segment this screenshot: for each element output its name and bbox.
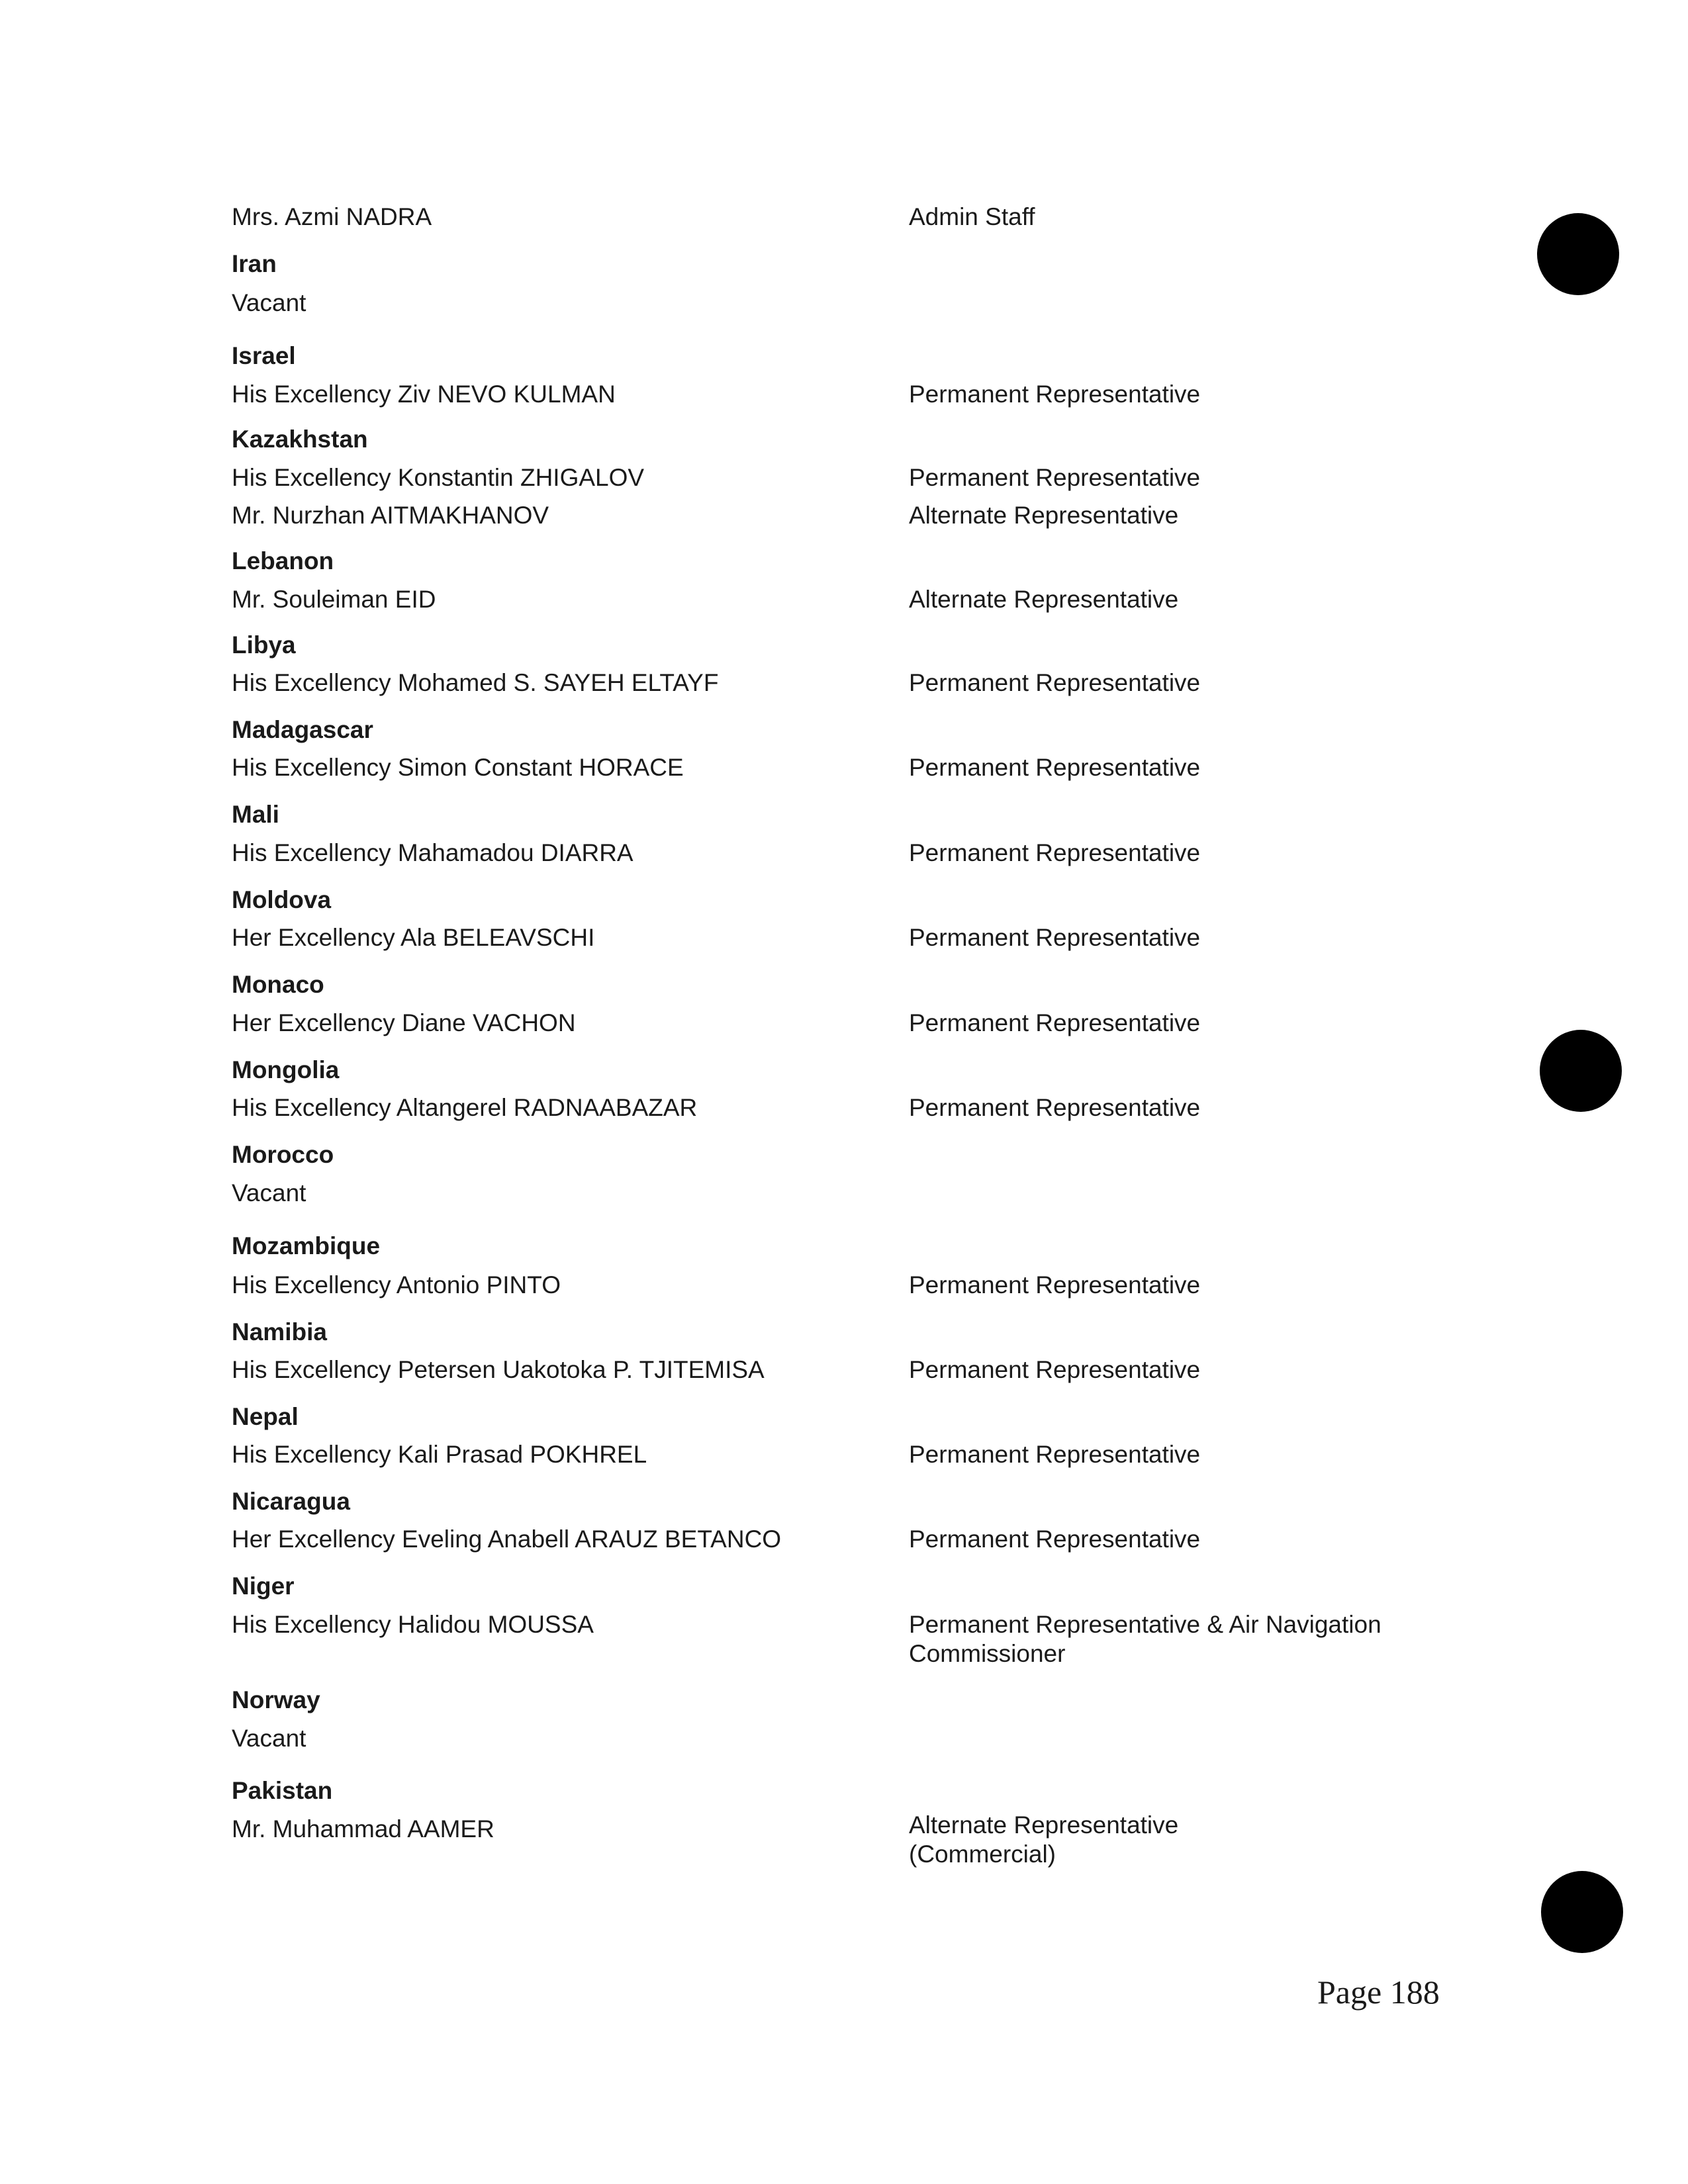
list-item <box>0 1809 1688 1868</box>
person-name: Mr. Souleiman EID <box>232 586 436 613</box>
person-role: Permanent Representative <box>909 924 1201 951</box>
country-heading: Mozambique <box>232 1232 381 1259</box>
list-item <box>0 1135 1688 1175</box>
list-item <box>0 625 1688 665</box>
list-item <box>0 420 1688 459</box>
list-item <box>0 1680 1688 1720</box>
list-item <box>0 1520 1688 1559</box>
list-item <box>0 1482 1688 1522</box>
person-name: Mrs. Azmi NADRA <box>232 203 432 230</box>
person-name: Mr. Nurzhan AITMAKHANOV <box>232 502 549 529</box>
list-item <box>0 1397 1688 1437</box>
person-role: Admin Staff <box>909 203 1035 230</box>
list-item <box>0 244 1688 284</box>
list-item <box>0 833 1688 873</box>
person-name: Mr. Muhammad AAMER <box>232 1815 494 1843</box>
person-role: Alternate Representative <box>909 502 1179 529</box>
country-heading: Mali <box>232 801 279 828</box>
person-name: His Excellency Ziv NEVO KULMAN <box>232 381 616 408</box>
person-name: His Excellency Mahamadou DIARRA <box>232 839 633 866</box>
person-role: Permanent Representative <box>909 1441 1201 1468</box>
country-heading: Nicaragua <box>232 1488 350 1515</box>
list-item <box>0 918 1688 958</box>
country-heading: Mongolia <box>232 1056 340 1083</box>
person-role: Permanent Representative <box>909 381 1201 408</box>
country-heading: Moldova <box>232 886 332 913</box>
list-item <box>0 663 1688 703</box>
list-item <box>0 710 1688 750</box>
list-item <box>0 1719 1688 1758</box>
list-item <box>0 1226 1688 1266</box>
list-item <box>0 197 1688 237</box>
list-item <box>0 1265 1688 1305</box>
list-item <box>0 1003 1688 1043</box>
person-role: Permanent Representative <box>909 464 1201 491</box>
punch-hole <box>1537 213 1619 295</box>
list-item <box>0 458 1688 498</box>
country-heading: Madagascar <box>232 716 373 743</box>
list-item <box>0 580 1688 619</box>
country-heading: Morocco <box>232 1141 334 1168</box>
person-name: His Excellency Altangerel RADNAABAZAR <box>232 1094 698 1121</box>
person-role: Permanent Representative <box>909 1094 1201 1121</box>
country-heading: Namibia <box>232 1318 327 1345</box>
list-item <box>0 795 1688 835</box>
person-name: His Excellency Petersen Uakotoka P. TJITEMISA <box>232 1356 765 1383</box>
list-item <box>0 375 1688 414</box>
person-name: His Excellency Halidou MOUSSA <box>232 1611 594 1638</box>
country-heading: Niger <box>232 1572 295 1600</box>
person-role: Permanent Representative <box>909 1009 1201 1036</box>
country-heading: Pakistan <box>232 1777 333 1804</box>
list-item <box>0 283 1688 323</box>
person-role: Permanent Representative <box>909 669 1201 696</box>
person-role: Alternate Representative <box>909 586 1179 613</box>
punch-hole <box>1541 1871 1623 1953</box>
list-item <box>0 1050 1688 1090</box>
person-name: His Excellency Simon Constant HORACE <box>232 754 684 781</box>
list-item <box>0 1312 1688 1352</box>
list-item <box>0 1567 1688 1606</box>
list-item <box>0 748 1688 788</box>
page-number: Page 188 <box>1317 1974 1440 2011</box>
person-role: Permanent Representative <box>909 1525 1201 1553</box>
country-heading: Nepal <box>232 1403 299 1430</box>
person-role: Permanent Representative <box>909 754 1201 781</box>
person-name: His Excellency Kali Prasad POKHREL <box>232 1441 647 1468</box>
person-role: Permanent Representative <box>909 1271 1201 1298</box>
punch-hole <box>1540 1030 1622 1112</box>
list-item <box>0 1605 1688 1667</box>
country-heading: Lebanon <box>232 547 334 574</box>
person-name: Vacant <box>232 289 306 316</box>
list-item <box>0 336 1688 376</box>
list-item <box>0 880 1688 920</box>
list-item <box>0 1435 1688 1475</box>
person-name: His Excellency Mohamed S. SAYEH ELTAYF <box>232 669 719 696</box>
person-name: Her Excellency Ala BELEAVSCHI <box>232 924 595 951</box>
country-heading: Monaco <box>232 971 324 998</box>
country-heading: Norway <box>232 1686 320 1713</box>
country-heading: Kazakhstan <box>232 426 368 453</box>
country-heading: Israel <box>232 342 296 369</box>
person-role: Permanent Representative & Air Navigation Commissioner <box>909 1611 1382 1667</box>
list-item <box>0 496 1688 535</box>
person-name: His Excellency Antonio PINTO <box>232 1271 561 1298</box>
person-role: Permanent Representative <box>909 839 1201 866</box>
person-name: His Excellency Konstantin ZHIGALOV <box>232 464 645 491</box>
list-item <box>0 1350 1688 1390</box>
list-item <box>0 541 1688 581</box>
person-name: Her Excellency Diane VACHON <box>232 1009 576 1036</box>
country-heading: Libya <box>232 631 296 659</box>
list-item <box>0 1771 1688 1811</box>
person-name: Vacant <box>232 1725 306 1752</box>
person-role: Permanent Representative <box>909 1356 1201 1383</box>
list-item <box>0 1088 1688 1128</box>
country-heading: Iran <box>232 250 277 277</box>
person-role: Alternate Representative (Commercial) <box>909 1811 1179 1868</box>
list-item <box>0 1173 1688 1213</box>
person-name: Her Excellency Eveling Anabell ARAUZ BETANCO <box>232 1525 782 1553</box>
person-name: Vacant <box>232 1179 306 1206</box>
list-item <box>0 965 1688 1005</box>
